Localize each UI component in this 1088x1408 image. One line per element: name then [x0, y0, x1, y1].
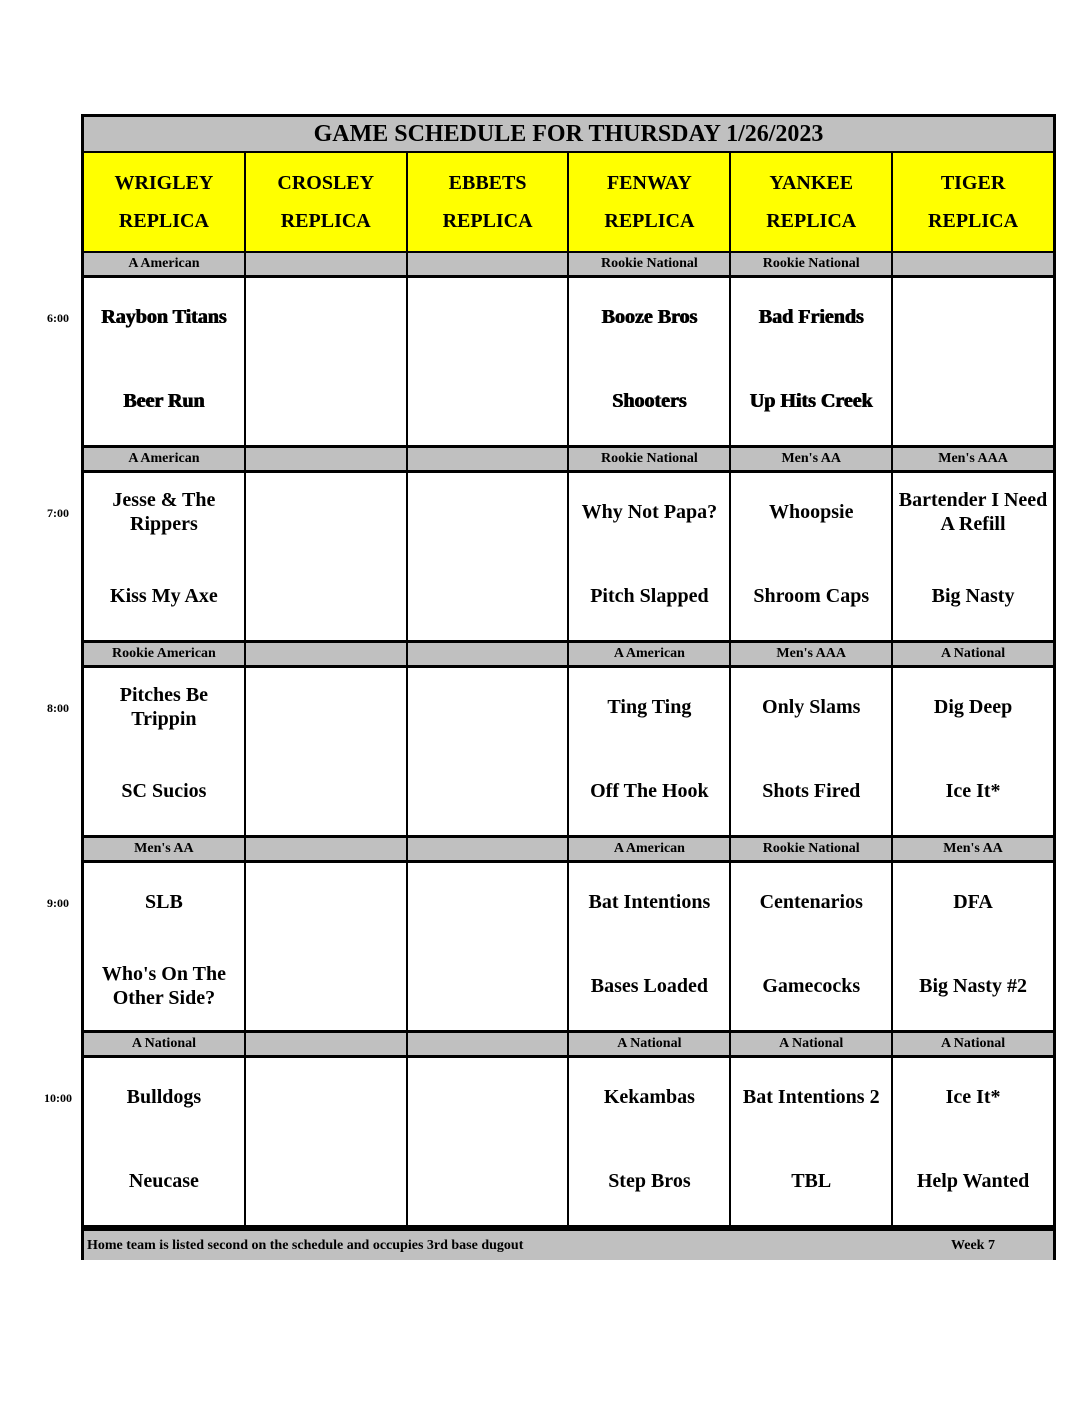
venue-sub: REPLICA — [766, 210, 857, 232]
away-team: Bad Friends — [758, 306, 864, 328]
game-cell — [84, 863, 246, 1030]
division-label: A American — [84, 448, 246, 470]
game-row — [84, 665, 1053, 835]
home-team: Shots Fired — [762, 780, 861, 802]
division-label: A American — [84, 253, 246, 275]
away-team: Centenarios — [759, 891, 863, 913]
division-label — [408, 1033, 570, 1055]
home-team: Help Wanted — [916, 1170, 1030, 1192]
time-label-9: 9:00 — [47, 896, 69, 910]
game-cell — [84, 1058, 246, 1225]
game-cell — [731, 668, 893, 835]
game-cell — [246, 473, 408, 640]
game-cell — [84, 668, 246, 835]
venue-name: TIGER — [940, 172, 1006, 194]
division-label — [246, 1033, 408, 1055]
division-label — [246, 838, 408, 860]
home-team — [897, 376, 1049, 426]
away-team: SLB — [145, 891, 183, 913]
away-team: Booze Bros — [601, 306, 698, 328]
division-label: Men's AA — [731, 448, 893, 470]
away-team — [412, 1072, 564, 1122]
week-label: Week 7 — [951, 1237, 995, 1253]
game-cell — [731, 473, 893, 640]
home-team: SC Sucios — [121, 780, 207, 802]
game-row — [84, 1055, 1053, 1225]
division-label: Men's AA — [84, 838, 246, 860]
venue-header-yankee — [731, 153, 893, 251]
division-row — [84, 641, 1053, 665]
division-label — [893, 253, 1053, 275]
game-cell — [731, 863, 893, 1030]
venue-name: CROSLEY — [277, 172, 375, 194]
away-team: Raybon Titans — [101, 306, 227, 328]
game-cell — [569, 473, 731, 640]
game-cell — [893, 1058, 1053, 1225]
division-label — [246, 253, 408, 275]
venue-sub: REPLICA — [280, 210, 371, 232]
game-cell — [84, 278, 246, 445]
away-team: Bartender I Need A Refill — [898, 489, 1048, 535]
game-cell — [731, 278, 893, 445]
game-cell — [246, 863, 408, 1030]
division-label: A National — [569, 1033, 731, 1055]
game-cell — [893, 863, 1053, 1030]
away-team — [250, 682, 402, 732]
division-label: A National — [84, 1033, 246, 1055]
division-row — [84, 251, 1053, 275]
away-team: Ting Ting — [607, 696, 692, 718]
game-row — [84, 275, 1053, 445]
home-team — [250, 376, 402, 426]
schedule-title: GAME SCHEDULE FOR THURSDAY 1/26/2023 — [84, 117, 1053, 151]
time-slot-6 — [84, 251, 1053, 445]
division-row — [84, 1031, 1053, 1055]
away-team: Only Slams — [762, 696, 861, 718]
venue-header-ebbets — [408, 153, 570, 251]
game-cell — [408, 863, 570, 1030]
away-team — [412, 487, 564, 537]
division-label — [408, 643, 570, 665]
home-team — [250, 766, 402, 816]
division-label: Men's AAA — [893, 448, 1053, 470]
time-label-7: 7:00 — [47, 506, 69, 520]
division-label: Rookie National — [731, 253, 893, 275]
away-team: Why Not Papa? — [581, 501, 718, 523]
division-label: Rookie National — [569, 448, 731, 470]
division-label: Rookie American — [84, 643, 246, 665]
division-label — [408, 448, 570, 470]
game-cell — [731, 1058, 893, 1225]
time-slot-7 — [84, 446, 1053, 640]
game-cell — [84, 473, 246, 640]
home-team — [412, 766, 564, 816]
game-cell — [893, 278, 1053, 445]
venue-header-row — [84, 153, 1053, 251]
division-label: A American — [569, 643, 731, 665]
venue-sub: REPLICA — [118, 210, 209, 232]
away-team — [250, 1072, 402, 1122]
time-slot-8 — [84, 641, 1053, 835]
home-team — [412, 376, 564, 426]
home-team — [250, 961, 402, 1011]
away-team — [250, 487, 402, 537]
game-cell — [408, 668, 570, 835]
venue-header-crosley — [246, 153, 408, 251]
away-team: DFA — [953, 891, 993, 913]
division-label — [408, 253, 570, 275]
home-team: Off The Hook — [590, 780, 709, 802]
away-team: Bulldogs — [126, 1086, 202, 1108]
game-cell — [246, 1058, 408, 1225]
away-team: Dig Deep — [933, 696, 1013, 718]
away-team: Kekambas — [603, 1086, 695, 1108]
division-label — [246, 643, 408, 665]
game-cell — [408, 278, 570, 445]
home-team: Neucase — [128, 1170, 199, 1192]
home-team: Up Hits Creek — [749, 390, 873, 412]
home-team: Step Bros — [608, 1170, 691, 1192]
time-label-10: 10:00 — [44, 1091, 72, 1105]
game-row — [84, 470, 1053, 640]
venue-name: EBBETS — [448, 172, 527, 194]
home-team: Who's On The Other Side? — [101, 963, 226, 1009]
home-team: Pitch Slapped — [590, 585, 709, 607]
venue-sub: REPLICA — [928, 210, 1019, 232]
home-team — [250, 571, 402, 621]
game-cell — [246, 278, 408, 445]
game-cell — [408, 473, 570, 640]
home-team: Big Nasty #2 — [919, 975, 1027, 997]
away-team: Bat Intentions 2 — [742, 1086, 880, 1108]
venue-name: FENWAY — [606, 172, 692, 194]
away-team: Ice It* — [945, 1086, 1001, 1108]
home-team — [412, 1156, 564, 1206]
away-team: Bat Intentions — [588, 891, 711, 913]
home-team: Beer Run — [123, 390, 205, 412]
game-cell — [246, 668, 408, 835]
away-team — [897, 292, 1049, 342]
away-team — [412, 292, 564, 342]
home-team — [250, 1156, 402, 1206]
home-team: Gamecocks — [762, 975, 861, 997]
away-team — [250, 877, 402, 927]
division-label: Rookie National — [569, 253, 731, 275]
venue-sub: REPLICA — [604, 210, 695, 232]
venue-header-fenway — [569, 153, 731, 251]
time-label-6: 6:00 — [47, 311, 69, 325]
division-row — [84, 446, 1053, 470]
division-label: Rookie National — [731, 838, 893, 860]
venue-header-tiger — [893, 153, 1053, 251]
home-team: Bases Loaded — [590, 975, 709, 997]
game-cell — [569, 1058, 731, 1225]
venue-sub: REPLICA — [442, 210, 533, 232]
division-label: Men's AAA — [731, 643, 893, 665]
game-cell — [569, 278, 731, 445]
away-team — [412, 682, 564, 732]
away-team: Pitches Be Trippin — [119, 684, 209, 730]
away-team: Jesse & The Rippers — [112, 489, 216, 535]
home-team: Shooters — [612, 390, 687, 412]
time-slot-9 — [84, 836, 1053, 1030]
home-team: Big Nasty — [931, 585, 1015, 607]
home-team: Ice It* — [945, 780, 1001, 802]
away-team: Whoopsie — [768, 501, 854, 523]
venue-name: WRIGLEY — [114, 172, 214, 194]
game-cell — [893, 668, 1053, 835]
division-label: A National — [893, 1033, 1053, 1055]
division-label — [408, 838, 570, 860]
division-row — [84, 836, 1053, 860]
home-team: TBL — [791, 1170, 832, 1192]
schedule-table — [81, 114, 1056, 1260]
home-team — [412, 961, 564, 1011]
game-cell — [893, 473, 1053, 640]
game-cell — [569, 863, 731, 1030]
game-row — [84, 860, 1053, 1030]
venue-name: YANKEE — [769, 172, 854, 194]
division-label: A American — [569, 838, 731, 860]
game-cell — [408, 1058, 570, 1225]
time-label-8: 8:00 — [47, 701, 69, 715]
footer-row — [84, 1228, 1053, 1260]
away-team — [250, 292, 402, 342]
footer-note: Home team is listed second on the schedule and occupies 3rd base dugout — [87, 1237, 524, 1253]
home-team: Shroom Caps — [753, 585, 870, 607]
away-team — [412, 877, 564, 927]
time-slot-10 — [84, 1031, 1053, 1225]
division-label: A National — [731, 1033, 893, 1055]
game-cell — [569, 668, 731, 835]
home-team: Kiss My Axe — [110, 585, 218, 607]
home-team — [412, 571, 564, 621]
venue-header-wrigley — [84, 153, 246, 251]
division-label — [246, 448, 408, 470]
division-label: A National — [893, 643, 1053, 665]
division-label: Men's AA — [893, 838, 1053, 860]
